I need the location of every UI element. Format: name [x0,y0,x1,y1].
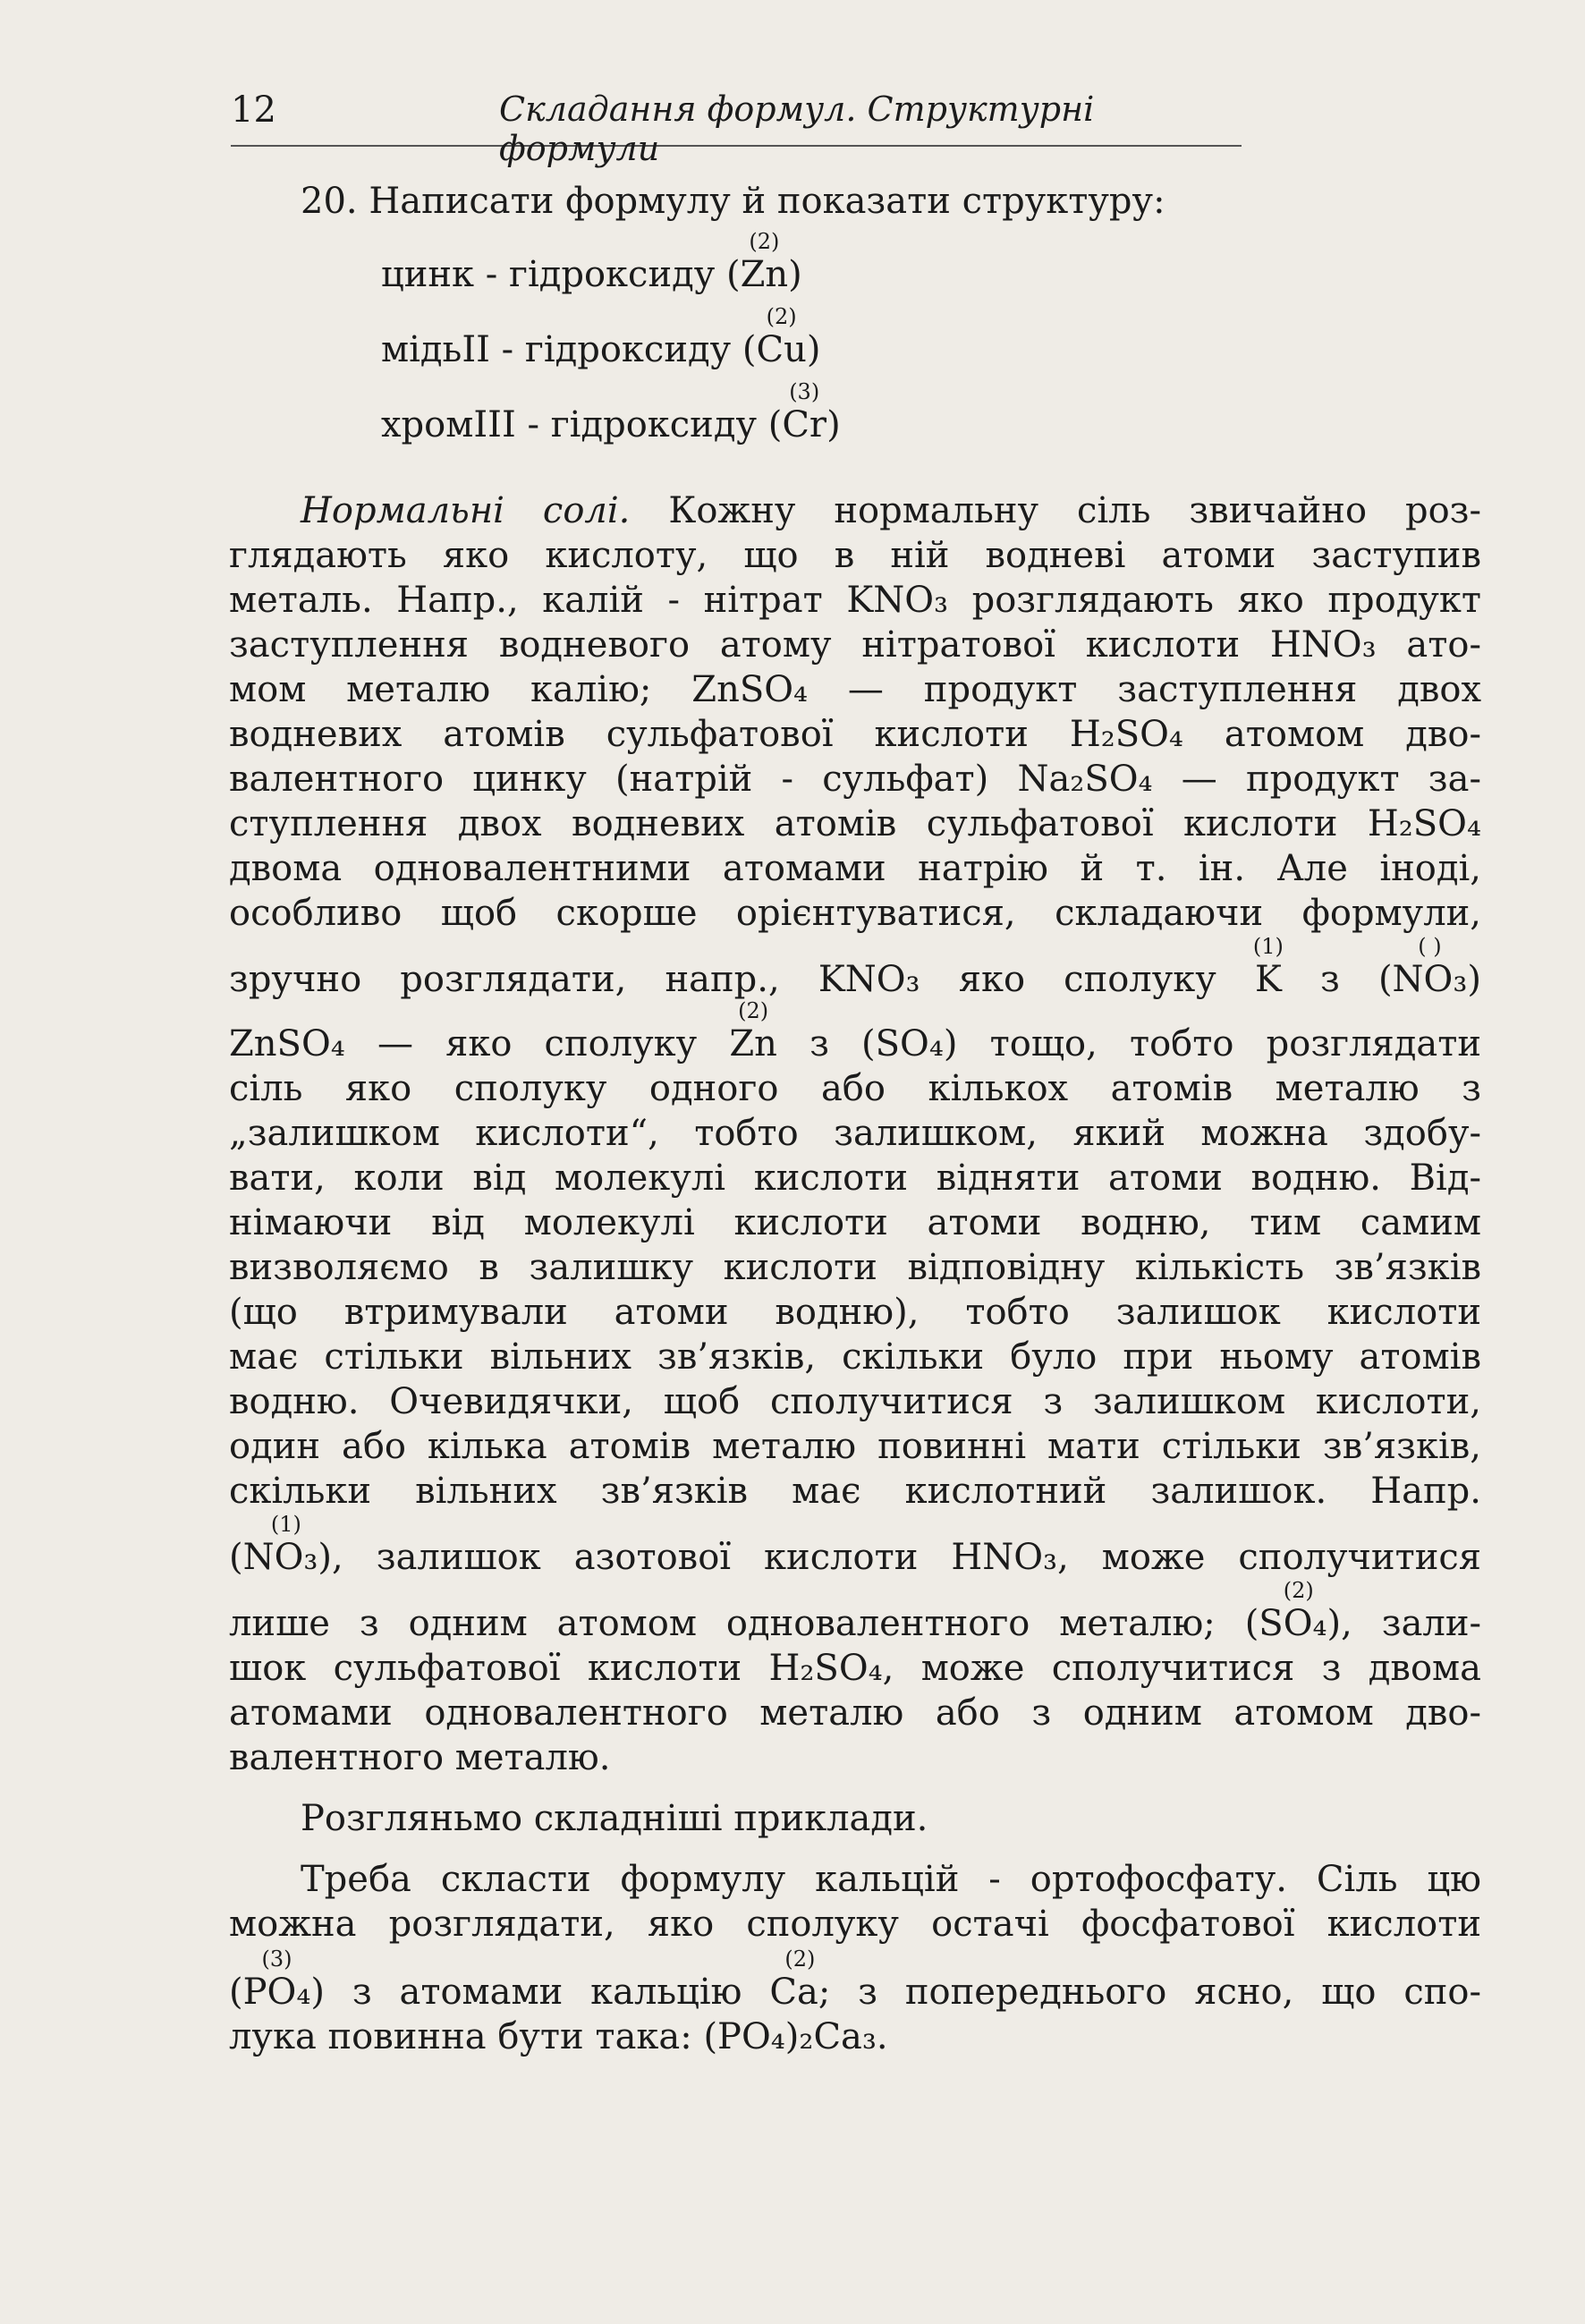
item-name: хромІІІ - гідроксиду [381,404,757,445]
valence-mark: (1) [270,1512,301,1537]
formula-so4: (2) (SO₄), [1244,1578,1352,1644]
section-heading: Нормальні солі. [301,490,631,531]
item-name: мідьІІ - гідроксиду [381,329,732,370]
valence-mark: (3) [261,1947,292,1972]
formula-zn: (2) Zn [729,998,777,1064]
paragraph-line: сіль яко сполуку одного або кількох атомів металю з [229,1068,1481,1109]
valence-mark: (3) [789,379,820,404]
paragraph-line: двома одновалентними атомами натрію й т. ін. Але іноді, [229,848,1481,889]
paragraph-line: особливо щоб скорше орієнтуватися, складаючи формули, [229,893,1481,934]
exercise-item: хромІІІ - гідроксиду ( (3) Cr) [381,379,841,445]
paragraph-line: шок сульфатової кислоти H₂SO₄, може сполучитися з двома [229,1648,1481,1689]
paragraph-line: мом металю калію; ZnSO₄ — продукт заступлення двох [229,669,1481,710]
formula-no3: ( ) (NO₃) [1377,934,1481,1000]
valence-mark: (2) [766,304,797,329]
formula-k: (1) K [1252,934,1284,1000]
paragraph-line: металь. Напр., калій - нітрат KNO₃ розглядають яко продукт [229,580,1481,621]
valence-mark: (2) [784,1947,816,1972]
paragraph-line: водневих атомів сульфатової кислоти H₂SO₄ атомом дво- [229,714,1481,755]
item-name: цинк - гідроксиду [381,254,716,295]
paragraph-line: визволяємо в залишку кислоти відповідну кількість зв’язків [229,1247,1481,1288]
paragraph-line: атомами одновалентного металю або з одним атомом дво- [229,1692,1481,1734]
paragraph-line: Треба скласти формулу кальцій - ортофосфату. Сіль цю [301,1859,1481,1900]
paragraph-line: має стільки вільних зв’язків, скільки було при ньому атомів [229,1336,1481,1378]
paragraph-line: Нормальні солі. Кожну нормальну сіль звичайно роз- [301,490,1481,531]
paragraph-line: (що втримували атоми водню), тобто залишок кислоти [229,1292,1481,1333]
paragraph-line: Розгляньмо складніші приклади. [301,1798,928,1839]
valence-mark: (1) [1252,934,1284,959]
formula-ca: (2) Ca; [769,1947,831,2013]
paragraph-line: лише з одним атомом одновалентного металю; (2) (SO₄), зали- [229,1578,1482,1644]
paragraph-line: ступлення двох водневих атомів сульфатової кислоти H₂SO₄ [229,803,1481,844]
valence-mark: (2) [1283,1578,1314,1603]
paragraph-line: один або кілька атомів металю повинні мати стільки зв’язків, [229,1426,1481,1467]
paragraph-line: можна розглядати, яко сполуку остачі фосфатової кислоти [229,1904,1481,1945]
exercise-item: цинк - гідроксиду ( (2) Zn) [381,229,802,295]
valence-mark: (2) [749,229,780,254]
paragraph-line: зручно розглядати, напр., KNO₃ яко сполуку (1) K з ( ) (NO₃) [229,934,1481,1000]
paragraph-line: (1) (NO₃), залишок азотової кислоти HNO₃, може сполучитися [229,1512,1482,1578]
paragraph-line: скільки вільних зв’язків має кислотний залишок. Напр. [229,1471,1481,1512]
formula-no3: (1) (NO₃), [229,1512,343,1578]
paragraph-line: валентного цинку (натрій - сульфат) Na₂SO₄ — продукт за- [229,759,1481,800]
exercise-title: Написати формулу й показати структуру: [369,181,1165,222]
page-header [231,82,1242,168]
paragraph-line: „залишком кислоти“, тобто залишком, який можна здобу- [229,1113,1481,1154]
paragraph-line: валентного металю. [229,1737,611,1778]
item-element: (2) Zn [740,229,789,295]
paragraph-line: глядають яко кислоту, що в ній водневі атоми заступив [229,535,1481,576]
formula-po4: (3) (PO₄) [229,1947,325,2013]
page-body [229,179,1481,2059]
valence-mark: ( ) [1418,934,1442,959]
paragraph-line: (3) (PO₄) з атомами кальцію (2) Ca; з попереднього ясно, що спо- [229,1947,1481,2013]
page-number: 12 [231,89,276,131]
paragraph-line: водню. Очевидячки, щоб сполучитися з залишком кислоти, [229,1381,1481,1422]
item-element: (3) Cr [782,379,827,445]
paragraph-line: заступлення водневого атому нітратової кислоти HNO₃ ато- [229,624,1481,666]
valence-mark: (2) [738,998,769,1023]
paragraph-line: лука повинна бути така: (PO₄)₂Ca₃. [229,2016,888,2057]
item-element: (2) Cu [756,304,807,370]
exercise-number: 20. [301,181,358,222]
paragraph-line: німаючи від молекулі кислоти атоми водню, тим самим [229,1202,1481,1243]
exercise-item: мідьІІ - гідроксиду ( (2) Cu) [381,304,821,370]
paragraph-line: вати, коли від молекулі кислоти відняти атоми водню. Від- [229,1158,1481,1199]
running-title: Складання формул. Структурні формули [499,89,1095,168]
exercise-heading [229,179,1481,224]
paragraph-line: ZnSO₄ — яко сполуку (2) Zn з (SO₄) тощо, тобто розглядати [229,998,1481,1064]
